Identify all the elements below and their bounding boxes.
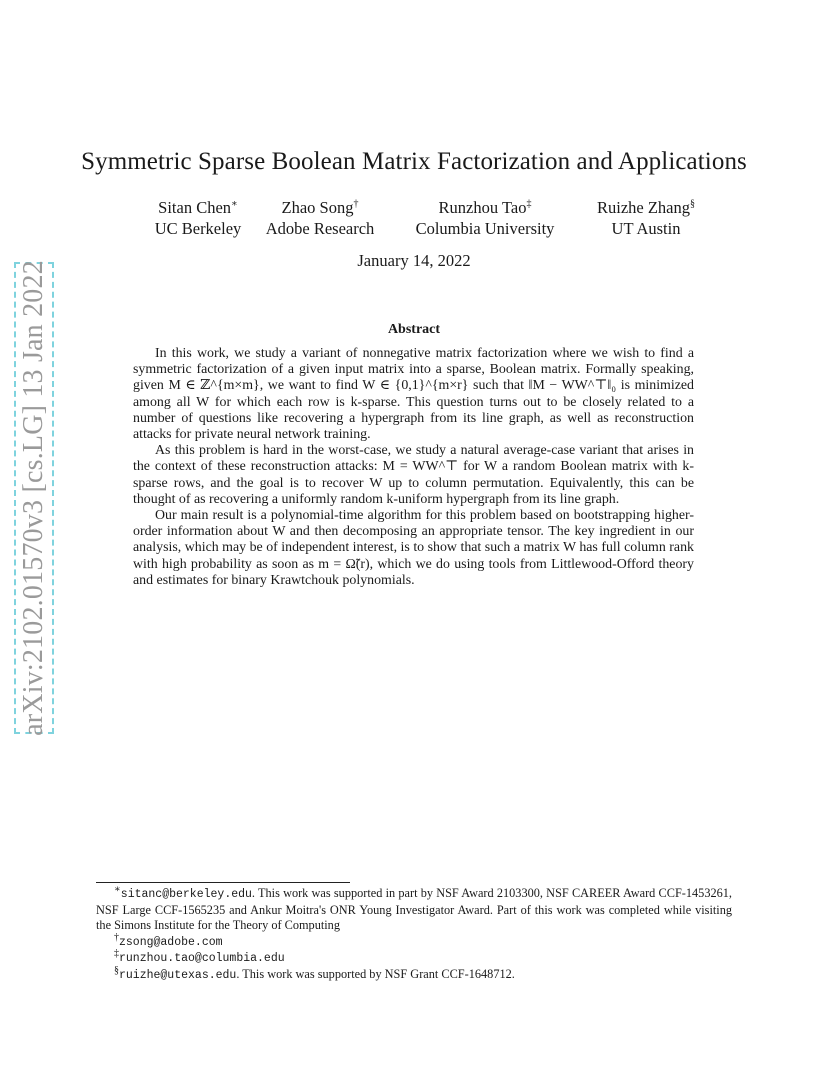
footnote-email[interactable]: sitanc@berkeley.edu — [120, 888, 252, 901]
author-affiliation: Columbia University — [415, 219, 555, 238]
author-block — [143, 197, 253, 239]
footnotes — [96, 883, 732, 983]
author-affiliation: Adobe Research — [265, 219, 375, 238]
author-block — [410, 197, 560, 239]
abstract-paragraph: As this problem is hard in the worst-case, we study a natural average-case variant that arises in the context of these reconstruction attacks: M = WW^⊤ for W a random Boolean matrix with k-sparse rows, and the goal is to recover W up to column permutation. Equivalently, this can be thought of as recovering a uniformly random k-uniform hypergraph from its line graph. — [133, 443, 694, 507]
paper-date: January 14, 2022 — [357, 251, 471, 270]
footnote: †zsong@adobe.com — [114, 931, 223, 949]
paper-title: Symmetric Sparse Boolean Matrix Factorization and Applications — [81, 148, 747, 175]
footnote-email[interactable]: zsong@adobe.com — [119, 935, 223, 949]
abstract-paragraph: Our main result is a polynomial-time algorithm for this problem based on bootstrapping higher-order information about W and then decomposing an appropriate tensor. The key ingredient in our analysis, which may be of independent interest, is to show that such a matrix W has full column rank with high probability as soon as m = Ω̃(r), which we do using tools from Littlewood-Offord theory and estimates for binary Krawtchouk polynomials. — [133, 508, 694, 588]
author-affiliation: UT Austin — [611, 219, 681, 238]
footnote: §ruizhe@utexas.edu. This work was supported by NSF Grant CCF-1648712. — [114, 964, 515, 982]
abstract-body — [133, 346, 694, 589]
footnote-divider — [96, 882, 350, 883]
author-block — [262, 197, 378, 239]
author-affiliation: UC Berkeley — [154, 219, 242, 238]
author-name: Runzhou Tao‡ — [438, 198, 532, 217]
author-name: Zhao Song† — [281, 198, 359, 217]
footnote: ‡runzhou.tao@columbia.edu — [114, 947, 285, 965]
footnote-email[interactable]: runzhou.tao@columbia.edu — [119, 952, 285, 965]
footnote-email[interactable]: ruizhe@utexas.edu — [119, 968, 237, 982]
abstract-heading: Abstract — [387, 322, 441, 337]
abstract-paragraph: In this work, we study a variant of nonnegative matrix factorization where we wish to find a symmetric factorization of a given input matrix into a sparse, Boolean matrix. Formally speaking, given M ∈ ℤ^{m×m}, we want to find W ∈ {0,1}^{m×r} such that ‖M − WW^⊤‖₀ is minimized among all W for which each row is k-sparse. This question turns out to be closely related to a number of questions like recovering a hypergraph from its line graph, as well as reconstruction attacks for private neural network training. — [133, 346, 694, 443]
author-name: Sitan Chen∗ — [158, 198, 238, 217]
author-name: Ruizhe Zhang§ — [596, 198, 695, 217]
footnote: ∗sitanc@berkeley.edu. This work was supported in part by NSF Award 2103300, NSF CAREER Award CCF-1453261, NSF Large CCF-1565235 and Ankur Moitra's ONR Young Investigator Award. Part of this work was completed while visiting the Simons Institute for the Theory of Computing — [96, 883, 732, 932]
arxiv-identifier: arXiv:2102.01570v3 [cs.LG] 13 Jan 2022 — [18, 260, 50, 736]
author-block — [590, 197, 702, 239]
